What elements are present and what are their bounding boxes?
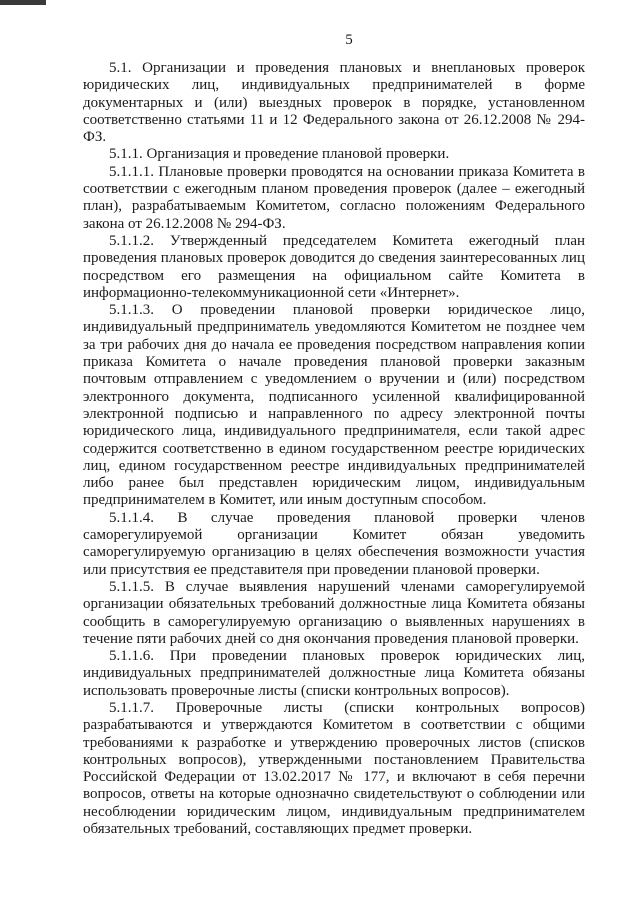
page-number: 5	[345, 32, 353, 48]
paragraph-5-1-1-6: 5.1.1.6. При проведении плановых проверок юридических лиц, индивидуальных предпринимателей должностные лица Комитета обязаны использовать проверочные листы (списки контрольных вопросов).	[83, 648, 585, 699]
paragraph-5-1-1-3: 5.1.1.3. О проведении плановой проверки юридическое лицо, индивидуальный предприниматель уведомляются Комитетом не позднее чем за три рабочих дня до начала ее проведения посредством направления копии приказа Комитета о начале проведения плановой проверки заказным почтовым отправлением с уведомлением о вручении и (или) посредством электронного документа, подписанного усиленной квалифицированной электронной подписью и направленного по адресу электронной почты юридического лица, индивидуального предпринимателя, если такой адрес содержится соответственно в едином государственном реестре юридических лиц, едином государственном реестре индивидуальных предпринимателей либо ранее был представлен юридическим лицом, индивидуальным предпринимателем в Комитет, или иным доступным способом.	[83, 302, 585, 509]
paragraph-5-1-1-5: 5.1.1.5. В случае выявления нарушений членами саморегулируемой организации обязательных требований должностные лица Комитета обязаны сообщить в саморегулируемую организацию о выявленных нарушениях в течение пяти рабочих дней со дня окончания проведения плановой проверки.	[83, 578, 585, 647]
paragraph-5-1-1-4: 5.1.1.4. В случае проведения плановой проверки членов саморегулируемой организации Комитет обязан уведомить саморегулируемую организацию в целях обеспечения возможности участия или присутствия ее представителя при проведении плановой проверки.	[83, 509, 585, 578]
paragraph-5-1-1: 5.1.1. Организация и проведение плановой проверки.	[109, 146, 450, 163]
paragraph-5-1-1-7: 5.1.1.7. Проверочные листы (списки контрольных вопросов) разрабатываются и утверждаются Комитетом в соответствии с общими требованиями к разработке и утверждению проверочных листов (списков контрольных вопросов), утвержденными постановлением Правительства Российской Федерации от 13.02.2017 № 177, и включают в себя перечни вопросов, ответы на которые однозначно свидетельствуют о соблюдении или несоблюдении юридическим лицом, индивидуальным предпринимателем обязательных требований, составляющих предмет проверки.	[83, 699, 585, 838]
scan-corner-mark	[0, 0, 46, 5]
paragraph-5-1-1-2: 5.1.1.2. Утвержденный председателем Комитета ежегодный план проведения плановых проверок доводится до сведения заинтересованных лиц посредством его размещения на официальном сайте Комитета в информационно-телекоммуникационной сети «Интернет».	[83, 232, 585, 301]
paragraph-5-1: 5.1. Организации и проведения плановых и внеплановых проверок юридических лиц, индивидуальных предпринимателей в форме документарных и (или) выездных проверок в порядке, установленном соответственно статьями 11 и 12 Федерального закона от 26.12.2008 № 294-ФЗ.	[83, 60, 585, 146]
document-body	[83, 60, 585, 838]
paragraph-5-1-1-1: 5.1.1.1. Плановые проверки проводятся на основании приказа Комитета в соответствии с ежегодным планом проведения проверок (далее – ежегодный план), разрабатываемым Комитетом, согласно положениям Федерального закона от 26.12.2008 № 294-ФЗ.	[83, 163, 585, 232]
